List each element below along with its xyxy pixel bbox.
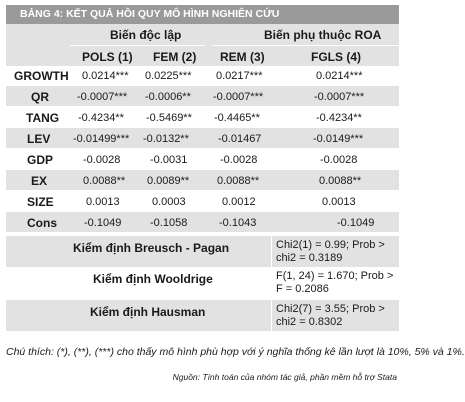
cell-size-rem: 0.0012 [222, 196, 256, 208]
row-label-ex: EX [31, 174, 48, 188]
test-divider [271, 236, 272, 267]
cell-size-fgls: 0.0013 [322, 196, 356, 208]
cell-gdp-rem: -0.0028 [220, 154, 258, 166]
group-header-dependent: Biến phụ thuộc ROA [264, 28, 382, 42]
cell-growth-fgls: 0.0214*** [316, 70, 363, 82]
cell-gdp-fgls: -0.0028 [320, 154, 358, 166]
header-divider-right [212, 45, 399, 46]
row-label-qr: QR [31, 90, 49, 104]
table-source: Nguồn: Tính toán của nhóm tác giả, phần mềm hỗ trợ Stata [172, 372, 397, 382]
row-label-cons: Cons [27, 216, 57, 230]
cell-gdp-fem: -0.0031 [150, 154, 188, 166]
row-label-tang: TANG [26, 111, 60, 125]
cell-cons-rem: -0.1043 [219, 217, 257, 229]
cell-size-pols: 0.0013 [86, 196, 120, 208]
row-label-gdp: GDP [27, 153, 54, 167]
cell-tang-rem: -0.4465** [214, 112, 260, 124]
cell-lev-fgls: -0.0149*** [313, 133, 364, 145]
cell-lev-pols: -0.01499*** [73, 133, 130, 145]
cell-ex-pols: 0.0088** [83, 175, 126, 187]
cell-qr-fgls: -0.0007*** [314, 91, 365, 103]
cell-tang-pols: -0.4234** [78, 112, 124, 124]
col-header-fem: FEM (2) [153, 50, 197, 64]
test-label-wooldrige: Kiểm định Wooldrige [93, 272, 213, 286]
cell-ex-fgls: 0.0088** [319, 175, 362, 187]
header-divider-left [70, 45, 205, 46]
table-note: Chú thích: (*), (**), (***) cho thấy mô hình phù hợp với ý nghĩa thống kê lần lượt là 10%, 5% và 1%. [6, 346, 465, 358]
test-result-hausman: Chi2(7) = 3.55; Prob > chi2 = 0.8302 [276, 303, 385, 328]
row-label-lev: LEV [27, 132, 51, 146]
test-result-wooldrige: F(1, 24) = 1.670; Prob > F = 0.2086 [276, 270, 394, 295]
cell-growth-pols: 0.0214*** [82, 70, 129, 82]
test-result-breusch-pagan: Chi2(1) = 0.99; Prob > chi2 = 0.3189 [276, 239, 385, 264]
cell-ex-rem: 0.0088** [217, 175, 260, 187]
col-header-rem: REM (3) [220, 50, 265, 64]
test-label-hausman: Kiểm định Hausman [90, 305, 206, 319]
cell-qr-fem: -0.0006** [145, 91, 191, 103]
col-header-fgls: FGLS (4) [311, 50, 361, 64]
test-label-breusch-pagan: Kiểm định Breusch - Pagan [73, 241, 230, 255]
table-title: BẢNG 4: KẾT QUẢ HỒI QUY MÔ HÌNH NGHIÊN CỨU [6, 5, 399, 24]
cell-qr-pols: -0.0007*** [77, 91, 128, 103]
cell-tang-fgls: -0.4234** [316, 112, 362, 124]
row-label-size: SIZE [27, 195, 54, 209]
cell-growth-rem: 0.0217*** [216, 70, 263, 82]
cell-cons-fem: -0.1058 [150, 217, 188, 229]
col-header-pols: POLS (1) [82, 50, 133, 64]
cell-gdp-pols: -0.0028 [83, 154, 121, 166]
cell-cons-fgls: -0.1049 [337, 217, 375, 229]
cell-cons-pols: -0.1049 [84, 217, 122, 229]
row-label-growth: GROWTH [14, 69, 69, 83]
cell-tang-fem: -0.5469** [146, 112, 192, 124]
cell-qr-rem: -0.0007*** [213, 91, 264, 103]
cell-size-fem: 0.0003 [152, 196, 186, 208]
cell-growth-fem: 0.0225*** [145, 70, 192, 82]
cell-ex-fem: 0.0089** [147, 175, 190, 187]
cell-lev-rem: -0.01467 [218, 133, 262, 145]
group-header-independent: Biến độc lập [110, 28, 182, 42]
test-divider-hausman [271, 300, 272, 331]
cell-lev-fem: -0.0132** [143, 133, 189, 145]
